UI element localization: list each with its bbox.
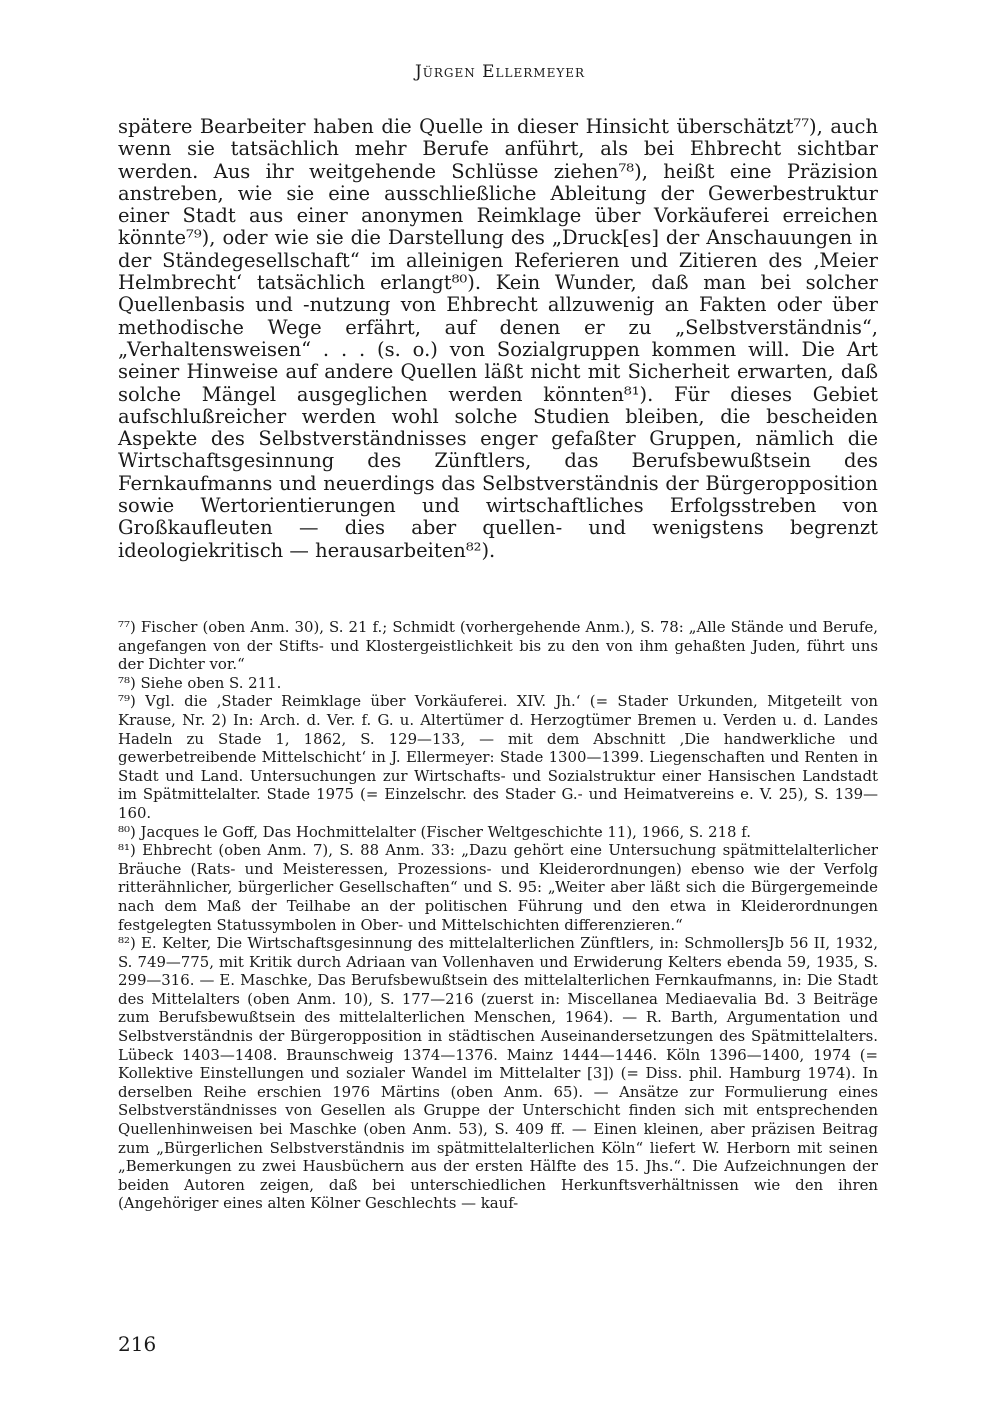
footnote-79: [118, 692, 878, 822]
main-paragraph: spätere Bearbeiter haben die Quelle in dieser Hinsicht überschätzt⁷⁷), auch wenn sie tatsächlich mehr Berufe anführt, als bei Ehbrecht sichtbar werden. Aus ihr weitgehende Schlüsse ziehen⁷⁸), heißt eine Präzision anstreben, wie sie eine ausschließliche Ableitung der Gewerbestruktur einer Stadt aus einer anonymen Reimklage über Vorkäuferei erreichen könnte⁷⁹), oder wie sie die Darstellung des „Druck[es] der Anschauungen in der Ständegesellschaft“ im alleinigen Referieren und Zitieren des ‚Meier Helmbrecht‘ tatsächlich erlangt⁸⁰). Kein Wunder, daß man bei solcher Quellenbasis und -nutzung von Ehbrecht allzuwenig an Fakten oder über methodische Wege erfährt, auf denen er zu „Selbstverständnis“, „Verhaltensweisen“ . . . (s. o.) von Sozialgruppen kommen will. Die Art seiner Hinweise auf andere Quellen läßt nicht mit Sicherheit erwarten, daß solche Mängel ausgeglichen werden könnten⁸¹). Für dieses Gebiet aufschlußreicher werden wohl solche Studien bleiben, die bescheiden Aspekte des Selbstverständnisses enger gefaßter Gruppen, nämlich die Wirtschaftsgesinnung des Zünftlers, das Berufsbewußtsein des Fernkaufmanns und neuerdings das Selbstverständnis der Bürgeropposition sowie Wertorientierungen und wirtschaftliches Erfolgsstreben von Großkaufleuten — dies aber quellen- und wenigstens begrenzt ideologiekritisch — herausarbeiten⁸²).: [118, 115, 878, 562]
footnotes: [118, 618, 878, 1213]
page-number: 216: [118, 1332, 157, 1356]
footnote-text: Fischer (oben Anm. 30), S. 21 f.; Schmidt (vorhergehende Anm.), S. 78: „Alle Stände und Berufe, angefangen von der Stifts- und Klostergeistlichkeit bis zu den von ihm gehaßten Juden, führt uns der Dichter vor.“: [118, 618, 878, 674]
footnote-label: ⁸⁰): [118, 822, 136, 841]
footnote-text: Vgl. die ‚Stader Reimklage über Vorkäuferei. XIV. Jh.‘ (= Stader Urkunden, Mitgeteilt von Krause, Nr. 2) In: Arch. d. Ver. f. G. u. Altertümer d. Herzogtümer Bremen u. Verden u. d. Landes Hadeln zu Stade 1, 1862, S. 129—133, — mit dem Abschnitt ‚Die handwerkliche und gewerbetreibende Mittelschicht‘ in J. Ellermeyer: Stade 1300—1399. Liegenschaften und Renten in Stadt und Land. Untersuchungen zur Wirtschafts- und Sozialstruktur einer Hansischen Landstadt im Spätmittelalter. Stade 1975 (= Einzelschr. des Stader G.- und Heimatvereins e. V. 25), S. 139—160.: [118, 692, 879, 822]
footnote-text: Siehe oben S. 211.: [140, 673, 282, 692]
footnote-81: [118, 841, 878, 934]
footnote-77: [118, 618, 878, 674]
footnote-label: ⁷⁷): [118, 618, 136, 636]
footnote-text: Ehbrecht (oben Anm. 7), S. 88 Anm. 33: „Dazu gehört eine Untersuchung spätmittelalterlicher Bräuche (Rats- und Meisteressen, Prozessions- und Kleiderordnungen) ebenso wie der Verfolg ritterähnlicher, bürgerlicher Gesellschaften“ und S. 95: „Weiter aber läßt sich die Bürgergemeinde nach dem Maß der Teilhabe an der politischen Führung und den etwa in Kleiderordnungen festgelegten Statussymbolen in Ober- und Mittelschichten differenzieren.“: [118, 841, 879, 934]
footnote-label: ⁷⁸): [118, 673, 136, 692]
footnote-text: E. Kelter, Die Wirtschaftsgesinnung des mittelalterlichen Zünftlers, in: SchmollersJb 56 II, 1932, S. 749—775, mit Kritik durch Adriaan van Vollenhaven und Erwiderung Kelters ebenda 59, 1935, S. 299—316. — E. Maschke, Das Berufsbewußtsein des mittelalterlichen Fernkaufmanns, in: Die Stadt des Mittelalters (oben Anm. 10), S. 177—216 (zuerst in: Miscellanea Mediaevalia Bd. 3 Beiträge zum Berufsbewußtsein des mittelalterlichen Menschen, 1964). — R. Barth, Argumentation und Selbstverständnis der Bürgeropposition in städtischen Auseinandersetzungen des Spätmittelalters. Lübeck 1403—1408. Braunschweig 1374—1376. Mainz 1444—1446. Köln 1396—1400, 1974 (= Kollektive Einstellungen und sozialer Wandel im Mittelalter [3]) (= Diss. phil. Hamburg 1974). In derselben Reihe erschien 1976 Märtins (oben Anm. 65). — Ansätze zur Formulierung eines Selbstverständnisses von Gesellen als Gruppe der Unterschicht finden sich mit entsprechenden Quellenhinweisen bei Maschke (oben Anm. 53), S. 409 ff. — Einen kleinen, aber präzisen Beitrag zum „Bürgerlichen Selbstverständnis im spätmittelalterlichen Köln“ liefert W. Herborn mit seinen „Bemerkungen zu zwei Hausbüchern aus der ersten Hälfte des 15. Jhs.“. Die Aufzeichnungen der beiden Autoren zeigen, daß bei unterschiedlichen Herkunftsverhältnissen wie den ihren (Angehöriger eines alten Kölner Geschlechts — kauf-: [118, 934, 879, 1213]
footnote-label: ⁸¹): [118, 841, 136, 860]
footnote-82: [118, 934, 878, 1213]
footnote-label: ⁷⁹): [118, 692, 136, 711]
footnote-78: [118, 674, 878, 693]
footnote-80: [118, 823, 878, 842]
footnote-text: Jacques le Goff, Das Hochmittelalter (Fischer Weltgeschichte 11), 1966, S. 218 f.: [140, 822, 751, 841]
footnote-label: ⁸²): [118, 934, 136, 953]
running-header: Jürgen Ellermeyer: [414, 62, 586, 82]
